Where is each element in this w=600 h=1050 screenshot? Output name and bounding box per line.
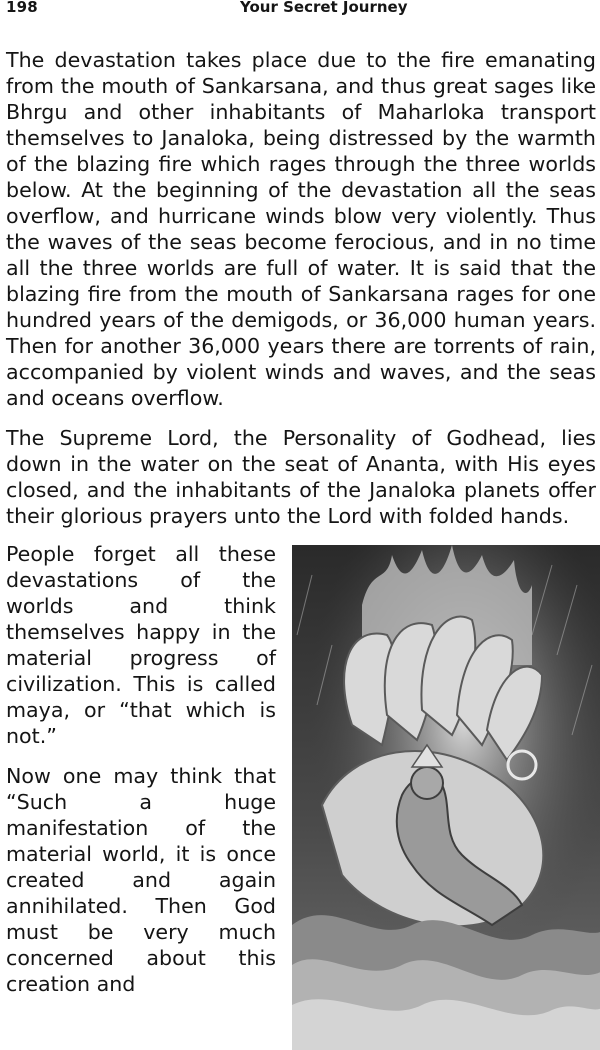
paragraph-2-text: The Supreme Lord, the Personality of Godhead, lies down in the water on the seat of Ananta, with His eyes closed, and the inhabitants of the Janaloka planets offer their glorious prayers unto the Lord with folded hands. [6, 426, 596, 528]
paragraph-3: People forget all these devastations of the worlds and think themselves happy in the material progress of civilization. This is called maya, or “that which is not.” [6, 542, 276, 748]
paragraph-2 [6, 425, 596, 529]
page-number: 198 [6, 0, 38, 16]
page-header [6, 0, 596, 22]
page-body [6, 47, 596, 1050]
paragraph-1: The devastation takes place due to the fire emanating from the mouth of Sankarsana, and thus great sages like Bhrgu and other inhabitants of Maharloka transport themselves to Janaloka, being distressed by the warmth of the blazing fire which rages through the three worlds below. At the beginning of the devastation all the seas overflow, and hurricane winds blow very violently. Thus the waves of the seas become ferocious, and in no time all the three worlds are full of water. It is said that the blazing fire from the mouth of Sankarsana rages for one hundred years of the demigods, or 36,000 human years. Then for another 36,000 years there are torrents of rain, accompanied by violent winds and waves, and the seas and oceans overflow. [6, 48, 596, 410]
vishnu-on-ananta-illustration [292, 545, 600, 1050]
illustration-svg [292, 545, 600, 1050]
running-head: Your Secret Journey [240, 0, 408, 16]
paragraph-4: Now one may think that “Such a huge manifestation of the material world, it is once created and again annihilated. Then God must be very much concerned about this creation and [6, 764, 276, 996]
